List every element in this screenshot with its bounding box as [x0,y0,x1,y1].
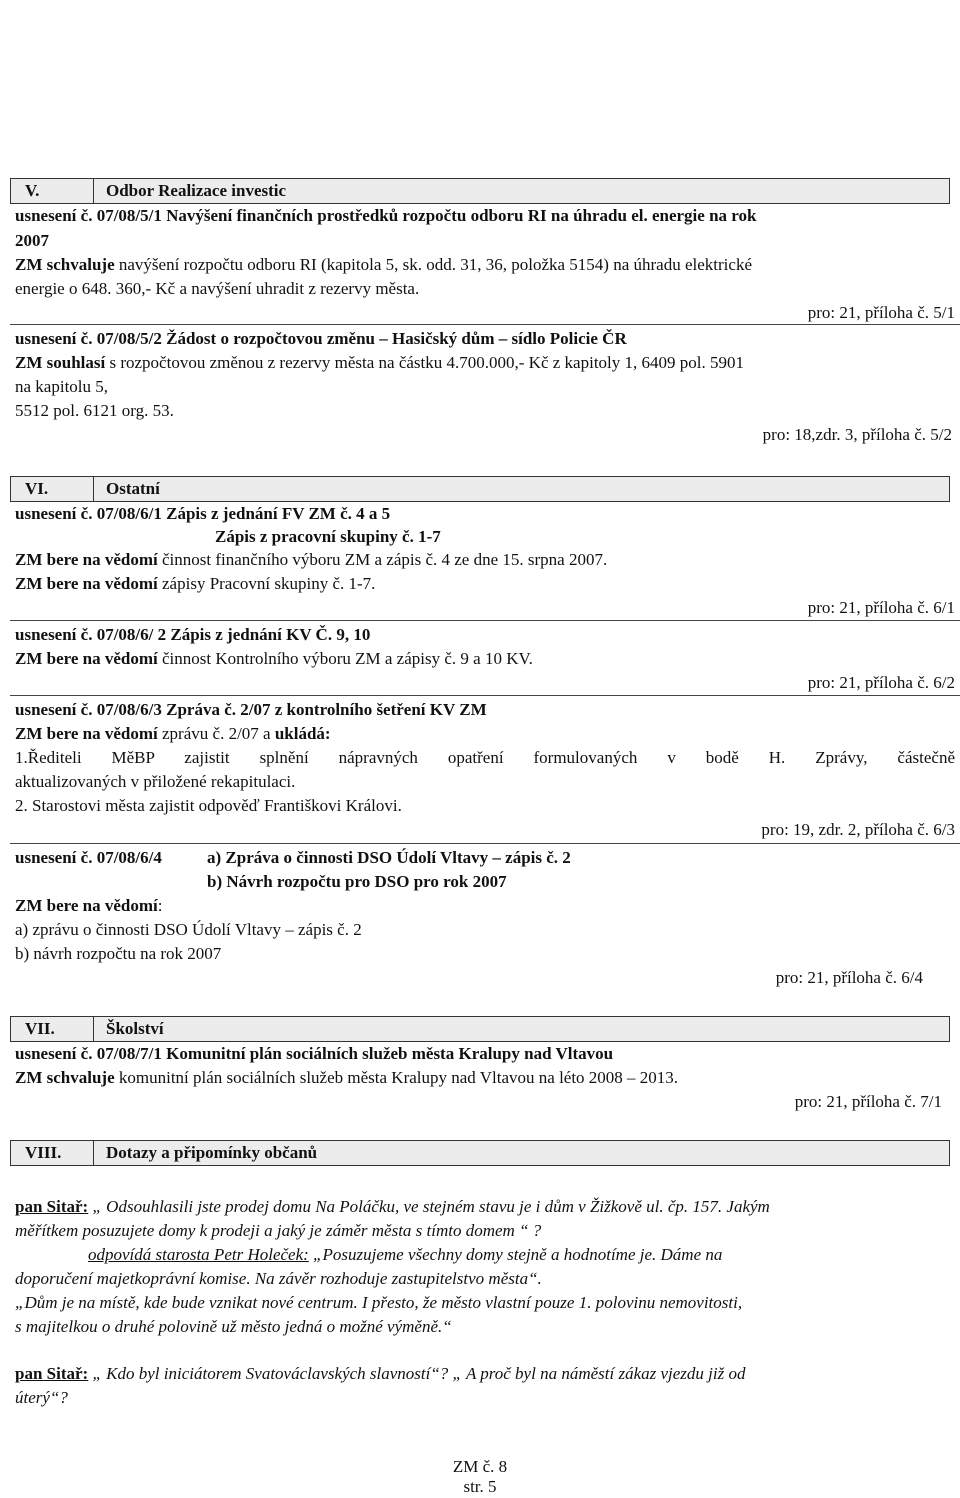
resolution-verb: ZM souhlasí [15,353,106,372]
resolution-title: Žádost o rozpočtovou změnu – Hasičský dům – sídlo Policie ČR [166,329,627,348]
divider-line [10,843,960,844]
vote-result: pro: 21, příloha č. 7/1 [794,1092,942,1111]
vote-result: pro: 18,zdr. 3, příloha č. 5/2 [762,425,952,444]
resolution-text [15,549,607,571]
resolution-verb: ukládá: [274,724,331,743]
section-number: VIII. [25,1143,62,1162]
resolution-verb: ZM bere na vědomí [15,724,158,743]
resolution-body: zápisy Pracovní skupiny č. 1-7. [157,574,376,593]
divider [93,477,94,501]
resolution-text [15,895,163,917]
vote-result: pro: 21, příloha č. 6/1 [807,598,955,617]
section-title: Dotazy a připomínky občanů [106,1143,318,1162]
resolution-heading: usnesení č. 07/08/6/3 Zpráva č. 2/07 z kontrolního šetření KV ZM [15,700,487,719]
question-body: „ Odsouhlasili jste prodej domu Na Poláčku, ve stejném stavu je i dům v Žižkově ul. čp. 157. Jakým [88,1197,770,1216]
section-title: Školství [106,1019,164,1038]
resolution-text [15,648,533,670]
resolution-text: b) návrh rozpočtu na rok 2007 [15,944,222,963]
resolution-body: zprávu č. 2/07 a [157,724,275,743]
divider-line [10,324,960,325]
footer-doc: ZM č. 8 [452,1457,508,1476]
resolution-text: aktualizovaných v přiložené rekapitulaci. [15,772,296,791]
question-text: úterý“? [15,1388,68,1407]
resolution-verb: ZM bere na vědomí [15,574,158,593]
resolution-heading-cont: 2007 [15,231,49,250]
question-text [15,1196,770,1218]
resolution-verb: ZM bere na vědomí [15,896,158,915]
divider [93,1141,94,1165]
resolution-text: a) zprávu o činnosti DSO Údolí Vltavy – zápis č. 2 [15,920,362,939]
resolution-text [15,723,331,745]
answer-body: „Posuzujeme všechny domy stejně a hodnotíme je. Dáme na [308,1245,723,1264]
resolution-text: 5512 pol. 6121 org. 53. [15,401,174,420]
resolution-verb: ZM bere na vědomí [15,649,158,668]
footer-page: str. 5 [463,1477,497,1496]
question-text: měřítkem posuzujete domy k prodeji a jaký je záměr města s tímto domem “ ? [15,1221,542,1240]
resolution-title: a) Zpráva o činnosti DSO Údolí Vltavy – zápis č. 2 [207,848,571,867]
resolution-heading: usnesení č. 07/08/7/1 Komunitní plán sociálních služeb města Kralupy nad Vltavou [15,1044,614,1063]
resolution-heading-cont: Zápis z pracovní skupiny č. 1-7 [215,527,441,546]
question-text [15,1363,745,1385]
section-title: Ostatní [106,479,160,498]
resolution-text [15,573,375,595]
answer-text [88,1244,722,1266]
section-header-v [10,178,950,204]
resolution-text [15,254,752,276]
resolution-text: 1.Řediteli MěBP zajistit splnění nápravných opatření formulovaných v bodě H. Zprávy, částečně [15,748,955,767]
resolution-body: s rozpočtovou změnou z rezervy města na částku 4.700.000,- Kč z kapitoly 1, 6409 pol. 5901 [105,353,744,372]
answer-speaker: odpovídá starosta Petr Holeček: [88,1245,309,1264]
resolution-body: : [157,896,163,915]
answer-text: s majitelkou o druhé polovině už město jedná o možné výměně.“ [15,1317,452,1336]
section-number: V. [25,181,40,200]
vote-result: pro: 21, příloha č. 6/2 [807,673,955,692]
question-body: „ Kdo byl iniciátorem Svatováclavských slavností“? „ A proč byl na náměstí zákaz vjezdu již od [88,1364,746,1383]
resolution-heading [15,328,627,350]
resolution-text: na kapitolu 5, [15,377,109,396]
resolution-text: energie o 648. 360,- Kč a navýšení uhradit z rezervy města. [15,279,420,298]
resolution-verb: ZM bere na vědomí [15,550,158,569]
vote-result: pro: 21, příloha č. 5/1 [807,303,955,322]
divider [93,179,94,203]
answer-text: doporučení majetkoprávní komise. Na závěr rozhoduje zastupitelstvo města“. [15,1269,542,1288]
section-title: Odbor Realizace investic [106,181,287,200]
vote-result: pro: 21, příloha č. 6/4 [775,968,923,987]
resolution-verb: ZM schvaluje [15,255,115,274]
answer-text: „Dům je na místě, kde bude vznikat nové centrum. I přesto, že město vlastní pouze 1. polovinu nemovitosti, [15,1293,743,1312]
section-number: VI. [25,479,49,498]
vote-result: pro: 19, zdr. 2, příloha č. 6/3 [761,820,955,839]
divider-line [10,695,960,696]
resolution-text: 2. Starostovi města zajistit odpověď Františkovi Královi. [15,796,402,815]
section-header-viii [10,1140,950,1166]
divider-line [10,620,960,621]
resolution-body: činnost finančního výboru ZM a zápis č. 4 ze dne 15. srpna 2007. [157,550,608,569]
speaker-name: pan Sitař: [15,1364,89,1383]
resolution-body: navýšení rozpočtu odboru RI (kapitola 5, sk. odd. 31, 36, položka 5154) na úhradu elektrické [114,255,752,274]
resolution-number: usnesení č. 07/08/5/2 [15,329,167,348]
resolution-title: b) Návrh rozpočtu pro DSO pro rok 2007 [207,872,507,891]
speaker-name: pan Sitař: [15,1197,89,1216]
resolution-heading: usnesení č. 07/08/6/4 [15,848,162,867]
section-header-vi [10,476,950,502]
resolution-text [15,1067,678,1089]
resolution-body: komunitní plán sociálních služeb města Kralupy nad Vltavou na léto 2008 – 2013. [114,1068,679,1087]
resolution-heading: usnesení č. 07/08/5/1 Navýšení finančních prostředků rozpočtu odboru RI na úhradu el. energie na rok [15,206,757,225]
resolution-heading: usnesení č. 07/08/6/ 2 Zápis z jednání KV Č. 9, 10 [15,625,371,644]
section-number: VII. [25,1019,55,1038]
resolution-body: činnost Kontrolního výboru ZM a zápisy č. 9 a 10 KV. [157,649,533,668]
resolution-text [15,352,744,374]
divider [93,1017,94,1041]
resolution-heading: usnesení č. 07/08/6/1 Zápis z jednání FV ZM č. 4 a 5 [15,504,391,523]
section-header-vii [10,1016,950,1042]
resolution-verb: ZM schvaluje [15,1068,115,1087]
